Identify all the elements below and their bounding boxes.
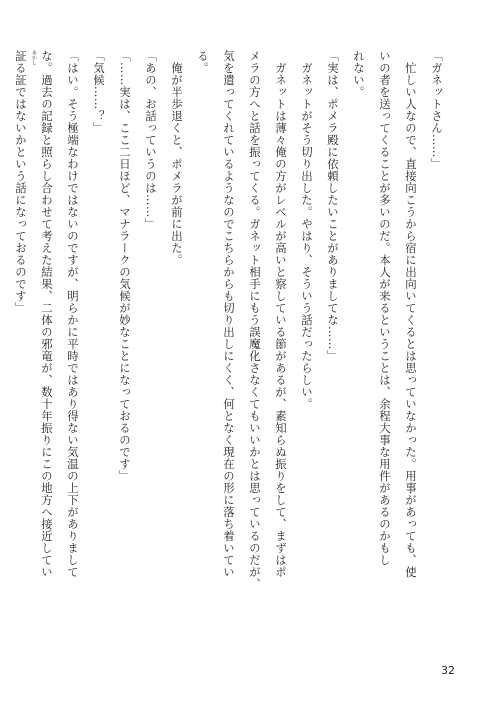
text-line-with-ruby bbox=[8, 50, 37, 658]
text-line: 俺が半歩退くと、ポメラが前に出た。 bbox=[170, 50, 184, 266]
text-line: メラの方へと話を振ってくる。ガネット相手にもう誤魔化さなくてもいいかとは思っているのだが、 bbox=[248, 50, 262, 590]
text-line: る。 bbox=[196, 50, 210, 74]
body-text bbox=[14, 50, 450, 658]
text-line: 「気候……？」 bbox=[92, 50, 106, 134]
text-line: 「……実は、ここ二日ほど、マナラークの気候が妙なことになっておるのです」 bbox=[118, 50, 132, 482]
text-line: 「実は、ポメラ殿に依頼したいことがありましてな……」 bbox=[326, 50, 340, 362]
ruby-line-rest: る証ではないかという話になっておるのです」 bbox=[14, 62, 28, 314]
text-line: ガネットは薄々俺の方がレベルが高いと察している節があるが、素知らぬ振りをして、まずはポ bbox=[274, 50, 288, 578]
text-line: ガネットがそう切り出した。やはり、そういう話だったらしい。 bbox=[300, 50, 314, 410]
text-line: 「はい。そう極端なわけではないのですが、明らかに平時ではあり得ない気温の上下がありまして bbox=[66, 50, 80, 578]
text-line: 「あの、お話っていうのは……」 bbox=[144, 50, 158, 230]
page-number: 32 bbox=[441, 664, 455, 677]
text-line: な。過去の記録と照らし合わせて考えた結果、二体の邪竜が、数十年振りにこの地方へ接近してい bbox=[40, 50, 54, 578]
text-line: れない。 bbox=[352, 50, 366, 98]
text-line: 「ガネットさん……」 bbox=[430, 50, 444, 170]
text-line: 忙しい人なので、直接向こうから宿に出向いてくるとは思っていなかった。用事があっても、使 bbox=[404, 50, 418, 578]
ruby-annotation bbox=[14, 50, 37, 65]
text-line: いの者を送ってくることが多いのだ。本人が来るということは、余程大事な用件があるのかもし bbox=[378, 50, 392, 566]
text-line: 気を遣ってくれているようなのでこちらからも切り出しにくく、何となく現在の形に落ち着いてい bbox=[222, 50, 236, 578]
ruby-base: 証 bbox=[14, 50, 28, 62]
ruby-reading: あかし bbox=[31, 50, 37, 65]
